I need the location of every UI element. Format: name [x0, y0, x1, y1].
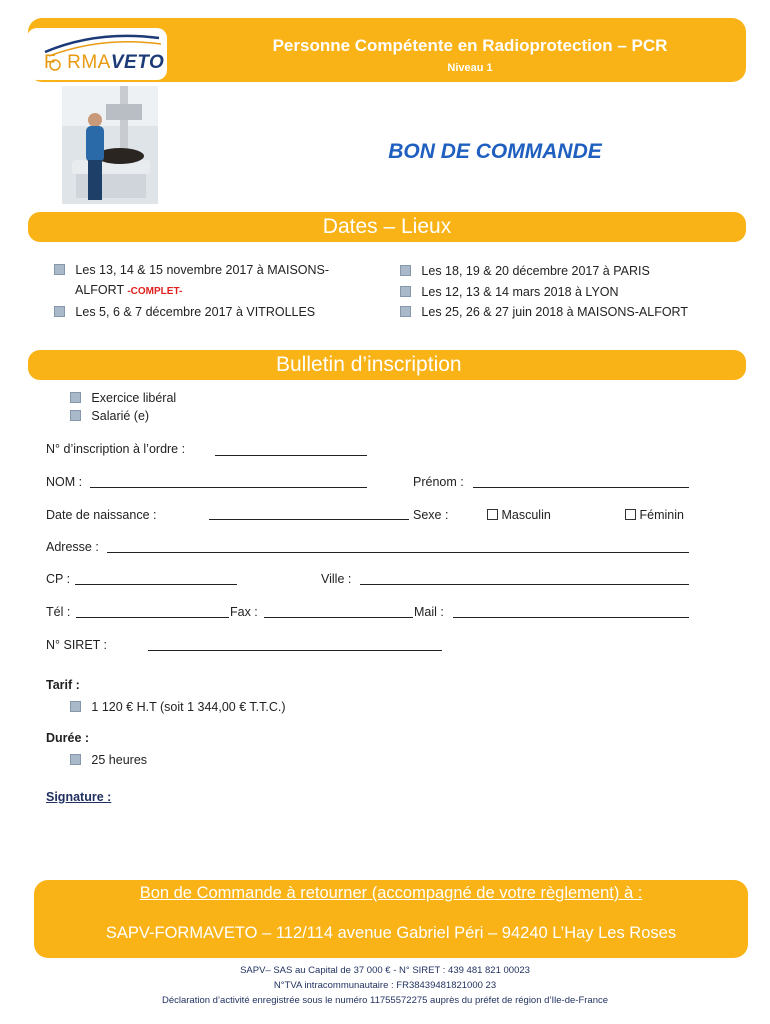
- mail-label: Mail :: [414, 605, 444, 619]
- checkbox-empty-icon[interactable]: [625, 509, 636, 520]
- xray-room-photo: [62, 86, 158, 204]
- siret-label: N° SIRET :: [46, 638, 108, 652]
- checkbox-icon[interactable]: [70, 754, 81, 765]
- signature-label: Signature :: [46, 790, 112, 804]
- checkbox-icon[interactable]: [400, 286, 411, 297]
- dates-right-column: [400, 261, 740, 323]
- nom-label: NOM :: [46, 475, 83, 489]
- tarif-label: Tarif :: [46, 678, 80, 692]
- bulletin-section-title: Bulletin d’inscription: [276, 353, 462, 376]
- dates-left-column: [54, 261, 374, 321]
- return-address: SAPV-FORMAVETO – 112/114 avenue Gabriel Péri – 94240 L’Hay Les Roses: [105, 924, 677, 942]
- ordre-field[interactable]: [215, 455, 367, 456]
- course-level: Niveau 1: [447, 62, 493, 74]
- checkbox-icon[interactable]: [54, 306, 65, 317]
- tarif-value: 1 120 € H.T (soit 1 344,00 € T.T.C.): [91, 700, 286, 714]
- tel-field[interactable]: [76, 617, 229, 618]
- sexe-masculin-option[interactable]: [487, 506, 551, 524]
- date-option-label-cont: ALFORT: [75, 283, 124, 297]
- fax-label: Fax :: [230, 605, 258, 619]
- prenom-field[interactable]: [473, 487, 689, 488]
- adresse-field[interactable]: [107, 552, 689, 553]
- naissance-label: Date de naissance :: [46, 508, 157, 522]
- footer-declaration: Déclaration d’activité enregistrée sous le numéro 11755572275 auprès du préfet de région d’Ile-de-France: [161, 995, 609, 1006]
- checkbox-icon[interactable]: [400, 265, 411, 276]
- checkbox-icon[interactable]: [70, 410, 81, 421]
- checkbox-icon[interactable]: [70, 701, 81, 712]
- cp-field[interactable]: [75, 584, 237, 585]
- feminin-label: Féminin: [639, 508, 684, 522]
- date-option-lyon[interactable]: [400, 282, 740, 303]
- checkbox-icon[interactable]: [70, 392, 81, 403]
- ville-field[interactable]: [360, 584, 689, 585]
- date-option-label: Les 25, 26 & 27 juin 2018 à MAISONS-ALFORT: [421, 305, 688, 319]
- masculin-label: Masculin: [501, 508, 551, 522]
- date-option-maisons-alfort-2018[interactable]: [400, 302, 740, 323]
- tel-label: Tél :: [46, 605, 71, 619]
- ville-label: Ville :: [321, 572, 352, 586]
- date-option-label: Les 5, 6 & 7 décembre 2017 à VITROLLES: [75, 305, 316, 319]
- checkbox-icon[interactable]: [400, 306, 411, 317]
- siret-field[interactable]: [148, 650, 442, 651]
- logo-part-veto: VETO: [110, 52, 165, 73]
- sexe-feminin-option[interactable]: [625, 506, 684, 524]
- footer-company-info: SAPV– SAS au Capital de 37 000 € - N° SIRET : 439 481 821 00023: [240, 965, 530, 976]
- duree-option[interactable]: [70, 751, 147, 769]
- checkbox-icon[interactable]: [54, 264, 65, 275]
- option-exercice-liberal[interactable]: [70, 389, 176, 407]
- return-instruction: Bon de Commande à retourner (accompagné de votre règlement) à :: [139, 884, 643, 902]
- nom-field[interactable]: [90, 487, 367, 488]
- adresse-label: Adresse :: [46, 540, 99, 554]
- date-option-label: Les 13, 14 & 15 novembre 2017 à MAISONS-: [75, 263, 330, 277]
- date-option-paris[interactable]: [400, 261, 740, 282]
- date-option-label: Les 18, 19 & 20 décembre 2017 à PARIS: [421, 264, 650, 278]
- footer-tva: N°TVA intracommunautaire : FR38439481821000 23: [273, 980, 497, 991]
- date-option-maisons-alfort-2017[interactable]: [54, 261, 374, 279]
- duree-label: Durée :: [46, 731, 90, 745]
- sexe-label: Sexe :: [413, 508, 449, 522]
- date-option-label: Les 12, 13 & 14 mars 2018 à LYON: [421, 284, 619, 299]
- logo-part-forma-rest: RMA: [67, 52, 111, 73]
- option-salarie[interactable]: [70, 407, 176, 425]
- complet-badge: -COMPLET-: [127, 286, 183, 297]
- status-options: [70, 389, 176, 425]
- document-title: BON DE COMMANDE: [388, 140, 602, 163]
- ordre-label: N° d’inscription à l’ordre :: [46, 442, 186, 456]
- tarif-option[interactable]: [70, 698, 286, 716]
- fax-field[interactable]: [264, 617, 413, 618]
- option-label: Salarié (e): [91, 409, 150, 423]
- naissance-field[interactable]: [209, 519, 409, 520]
- logo-part-forma-f: F: [44, 52, 57, 73]
- date-option-continuation: [54, 281, 374, 301]
- duree-value: 25 heures: [91, 753, 148, 767]
- prenom-label: Prénom :: [413, 475, 464, 489]
- logo-text: [44, 52, 164, 74]
- dates-section-title: Dates – Lieux: [322, 215, 452, 238]
- option-label: Exercice libéral: [91, 391, 177, 405]
- course-title: Personne Compétente en Radioprotection – PCR: [272, 36, 668, 55]
- date-option-vitrolles[interactable]: [54, 303, 374, 321]
- cp-label: CP :: [46, 572, 71, 586]
- checkbox-empty-icon[interactable]: [487, 509, 498, 520]
- mail-field[interactable]: [453, 617, 689, 618]
